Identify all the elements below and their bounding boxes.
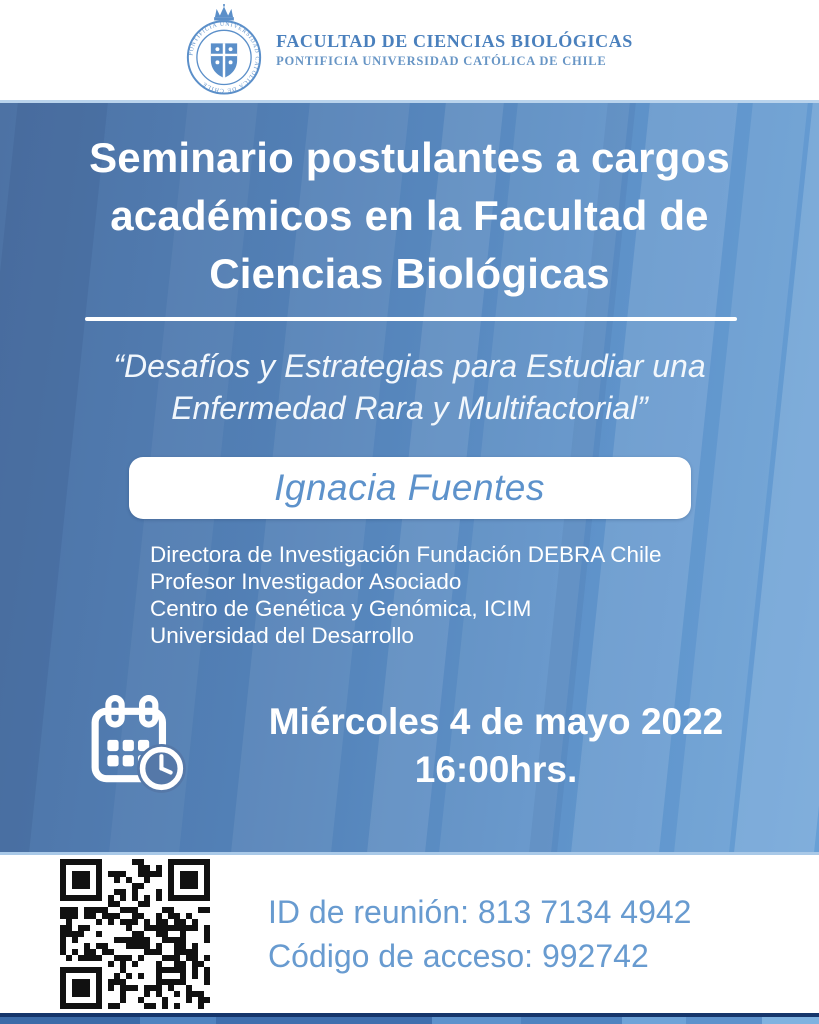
- time-line: 16:00hrs.: [414, 749, 578, 790]
- meeting-id: ID de reunión: 813 7134 4942: [268, 894, 692, 930]
- meeting-access-code: Código de acceso: 992742: [268, 938, 649, 974]
- uc-chile-crest-icon: [186, 4, 262, 96]
- faculty-name: FACULTAD DE CIENCIAS BIOLÓGICAS: [276, 31, 633, 51]
- talk-title-quote: [0, 345, 819, 429]
- title-divider: [85, 317, 737, 321]
- university-name: PONTIFICIA UNIVERSIDAD CATÓLICA DE CHILE: [276, 54, 607, 68]
- datetime-text: [216, 698, 776, 794]
- quote-line-1: “Desafíos y Estrategias para Estudiar una: [113, 348, 706, 384]
- header: [0, 0, 819, 100]
- datetime-row: [0, 695, 819, 797]
- quote-line-2: Enfermedad Rara y Multifactorial”: [171, 390, 648, 426]
- credential-line: Centro de Genética y Genómica, ICIM: [150, 596, 532, 621]
- credential-line: Universidad del Desarrollo: [150, 623, 414, 648]
- date-line: Miércoles 4 de mayo 2022: [268, 701, 724, 742]
- strip-segments: [0, 1017, 819, 1024]
- title-line-2: académicos en la Facultad de: [110, 192, 709, 239]
- speaker-name: Ignacia Fuentes: [274, 467, 545, 508]
- speaker-name-box: [129, 457, 691, 519]
- title-line-3: Ciencias Biológicas: [209, 250, 610, 297]
- header-text: [276, 31, 633, 69]
- meeting-info: [268, 890, 691, 978]
- seminar-title: [0, 129, 819, 303]
- bottom-strip: [0, 1013, 819, 1024]
- calendar-clock-icon: [88, 695, 190, 797]
- credential-line: Directora de Investigación Fundación DEBRA Chile: [150, 542, 662, 567]
- meeting-info-band: [0, 852, 819, 1013]
- qr-code: [60, 859, 210, 1009]
- poster-body: [0, 100, 819, 1013]
- credential-line: Profesor Investigador Asociado: [150, 569, 462, 594]
- speaker-credentials: [150, 541, 819, 649]
- title-line-1: Seminario postulantes a cargos: [89, 134, 730, 181]
- svg-text:PONTIFICIA UNIVERSIDAD CATÓLIC: PONTIFICIA UNIVERSIDAD CATÓLICA DE CHILE: [188, 21, 260, 94]
